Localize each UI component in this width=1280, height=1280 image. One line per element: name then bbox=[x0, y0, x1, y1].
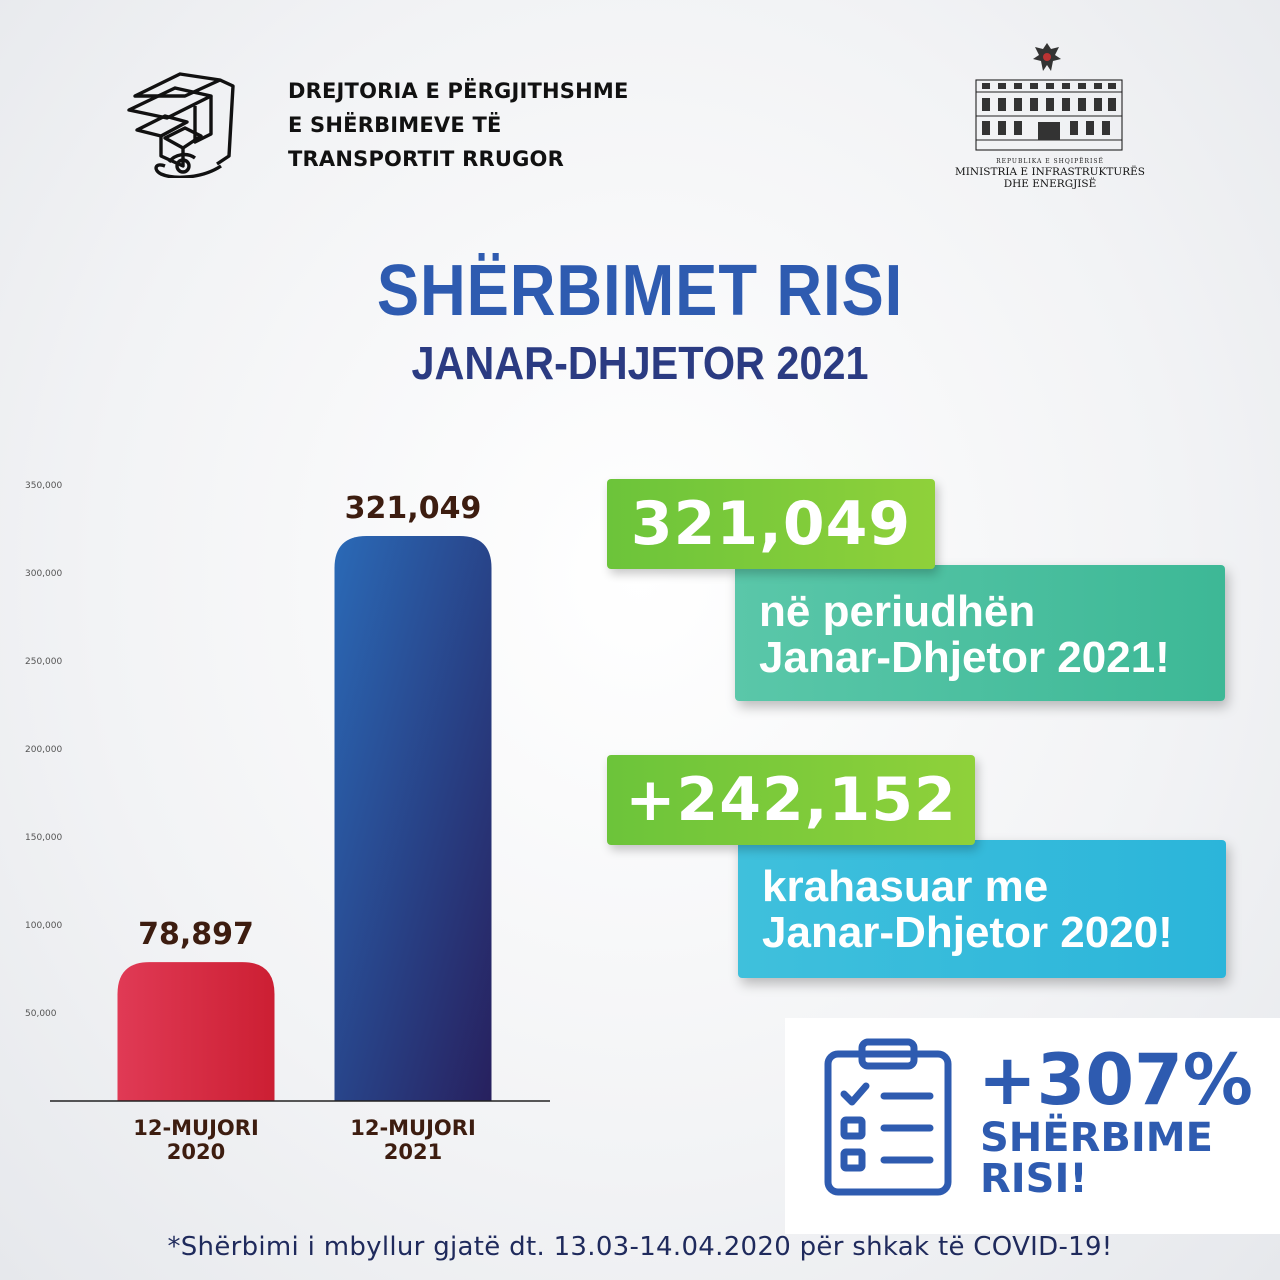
bar-value-label: 321,049 bbox=[344, 490, 482, 526]
bar bbox=[118, 962, 275, 1101]
callout-period-text: në periudhën Janar-Dhjetor 2021! bbox=[759, 587, 1170, 682]
callout-total-box bbox=[607, 479, 935, 569]
x-category-label: 2020 bbox=[166, 1140, 226, 1164]
page-subtitle: JANAR-DHJETOR 2021 bbox=[411, 337, 869, 389]
ministry-country-label: REPUBLIKA E SHQIPËRISË bbox=[996, 158, 1104, 165]
y-tick-label: 50,000 bbox=[25, 1009, 57, 1019]
x-category-label: 12-MUJORI bbox=[350, 1116, 476, 1140]
clipboard-checklist-icon bbox=[822, 1036, 954, 1196]
x-category-label: 2021 bbox=[383, 1140, 443, 1164]
ministry-building-emblem bbox=[974, 78, 1124, 154]
bar bbox=[335, 536, 492, 1101]
callout-increase-value: +242,152 bbox=[625, 765, 957, 835]
footnote: *Shërbimi i mbyllur gjatë dt. 13.03-14.04.2020 për shkak të COVID-19! bbox=[167, 1232, 1113, 1262]
y-tick-label: 200,000 bbox=[25, 745, 63, 755]
page-title: SHËRBIMET RISI bbox=[376, 251, 904, 331]
callout-period-box bbox=[735, 565, 1225, 701]
coat-of-arms-icon bbox=[1030, 40, 1064, 74]
callout-comparison-text: krahasuar me Janar-Dhjetor 2020! bbox=[762, 862, 1173, 957]
growth-label: SHËRBIME RISI! bbox=[980, 1115, 1213, 1202]
growth-percent: +307% bbox=[978, 1039, 1253, 1121]
x-category-label: 12-MUJORI bbox=[133, 1116, 259, 1140]
y-tick-label: 350,000 bbox=[25, 481, 63, 491]
callout-comparison-box bbox=[738, 840, 1226, 978]
callout-total-value: 321,049 bbox=[630, 489, 912, 559]
bar-chart bbox=[0, 460, 580, 1180]
callout-increase-box bbox=[607, 755, 975, 845]
y-tick-label: 250,000 bbox=[25, 657, 63, 667]
organization-name: DREJTORIA E PËRGJITHSHME E SHËRBIMEVE TË TRANSPORTIT RRUGOR bbox=[288, 79, 629, 171]
y-tick-label: 100,000 bbox=[25, 921, 63, 931]
y-tick-label: 300,000 bbox=[25, 569, 63, 579]
y-tick-label: 150,000 bbox=[25, 833, 63, 843]
bar-value-label: 78,897 bbox=[138, 917, 254, 953]
ministry-name: MINISTRIA E INFRASTRUKTURËS DHE ENERGJISË bbox=[955, 166, 1145, 190]
dpshtrr-logo bbox=[125, 66, 245, 178]
